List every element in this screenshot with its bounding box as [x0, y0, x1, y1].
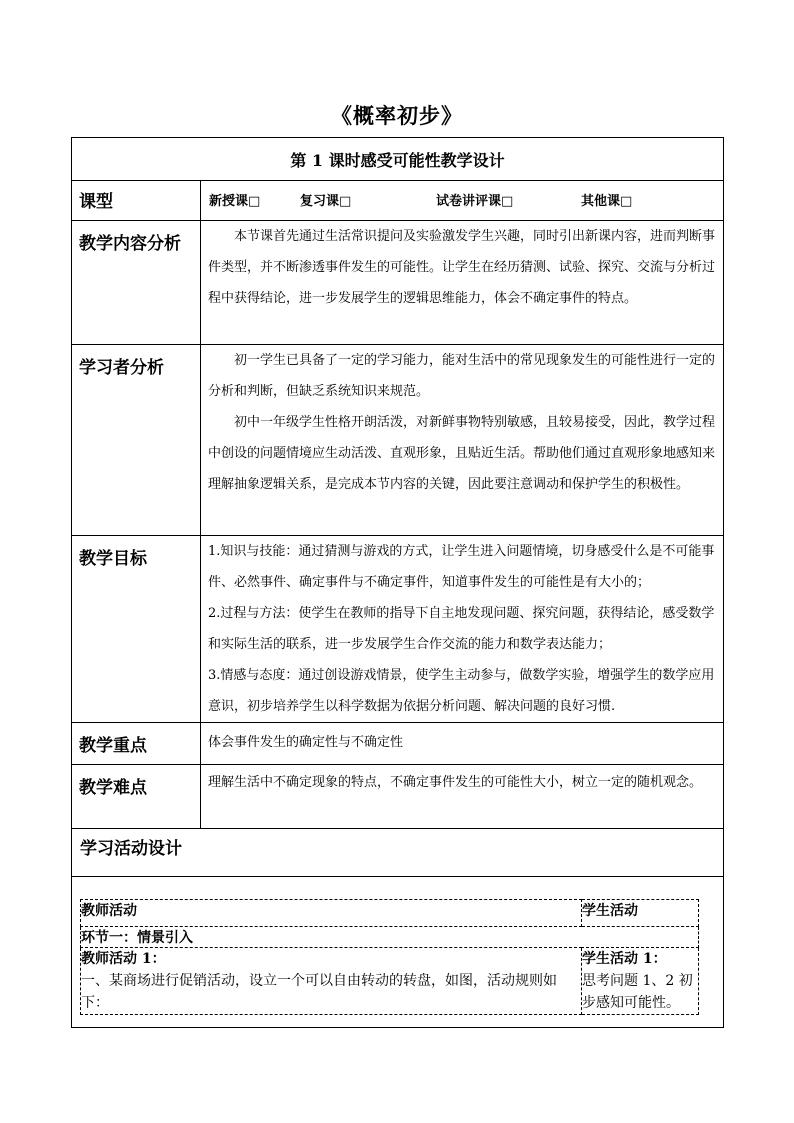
key-points-label: 教学重点 [72, 723, 201, 765]
course-type-label: 课型 [72, 181, 201, 221]
option-other-lesson: 其他课□ [581, 194, 633, 209]
content-analysis-label: 教学内容分析 [72, 221, 201, 345]
objectives-cell [201, 536, 724, 723]
student-activity-header: 学生活动 [582, 900, 699, 927]
student-activity-1-text: 思考问题 1、2 初步感知可能性。 [582, 973, 693, 1011]
learner-analysis-cell [201, 345, 724, 536]
activity-design-heading: 学习活动设计 [72, 829, 724, 877]
course-type-options [201, 181, 724, 221]
objectives-label: 教学目标 [72, 536, 201, 723]
lesson-subtitle: 第 1 课时感受可能性教学设计 [72, 138, 724, 181]
content-analysis-text: 本节课首先通过生活常识提问及实验激发学生兴趣，同时引出新课内容，进而判断事件类型，并不断渗透事件发生的可能性。让学生在经历猜测、试验、探究、交流与分析过程中获得结论，进一步发展学生的逻辑思维能力，体会不确定事件的特点。 [208, 229, 716, 306]
teacher-activity-1-title: 教师活动 1： [81, 951, 166, 967]
activity-design-cell [72, 877, 724, 1028]
teacher-activity-1-text: 一、某商场进行促销活动，设立一个可以自由转动的转盘，如图，活动规则如下： [81, 973, 557, 1011]
option-review-lesson: 复习课□ [300, 194, 352, 209]
student-activity-1 [582, 948, 699, 1015]
objective-item: 1.知识与技能：通过猜测与游戏的方式，让学生进入问题情境，切身感受什么是不可能事件、必然事件、确定事件与不确定事件，知道事件发生的可能性是有大小的； [208, 544, 715, 590]
difficulties-label: 教学难点 [72, 765, 201, 829]
learner-analysis-label: 学习者分析 [72, 345, 201, 536]
teacher-activity-1 [81, 948, 582, 1015]
teacher-activity-header: 教师活动 [81, 900, 582, 927]
learner-analysis-paragraph-1: 初一学生已具备了一定的学习能力，能对生活中的常见现象发生的可能性进行一定的分析和判断，但缺乏系统知识来规范。 [208, 353, 716, 399]
link-one-title: 环节一：情景引入 [81, 927, 699, 948]
lesson-plan-table [71, 137, 724, 1028]
option-new-lesson: 新授课□ [209, 194, 261, 209]
key-points-text: 体会事件发生的确定性与不确定性 [201, 723, 724, 765]
learner-analysis-paragraph-2: 初中一年级学生性格开朗活泼，对新鲜事物特别敏感，且较易接受，因此，教学过程中创设的问题情境应生动活泼、直观形象，且贴近生活。帮助他们通过直观形象地感知来理解抽象逻辑关系，是完成本节内容的关键，因此要注意调动和保护学生的积极性。 [208, 415, 716, 492]
objective-item: 2.过程与方法：使学生在教师的指导下自主地发现问题、探究问题，获得结论，感受数学和实际生活的联系，进一步发展学生合作交流的能力和数学表达能力； [208, 606, 715, 652]
document-title: 《概率初步》 [331, 103, 463, 128]
student-activity-1-title: 学生活动 1： [582, 951, 667, 967]
option-exam-review-lesson: 试卷讲评课□ [436, 194, 514, 209]
content-analysis-cell [201, 221, 724, 345]
activity-table [80, 899, 699, 1015]
difficulties-text: 理解生活中不确定现象的特点，不确定事件发生的可能性大小，树立一定的随机观念。 [201, 765, 724, 829]
objective-item: 3.情感与态度：通过创设游戏情景，使学生主动参与，做数学实验，增强学生的数学应用意识，初步培养学生以科学数据为依据分析问题、解决问题的良好习惯. [208, 668, 715, 714]
